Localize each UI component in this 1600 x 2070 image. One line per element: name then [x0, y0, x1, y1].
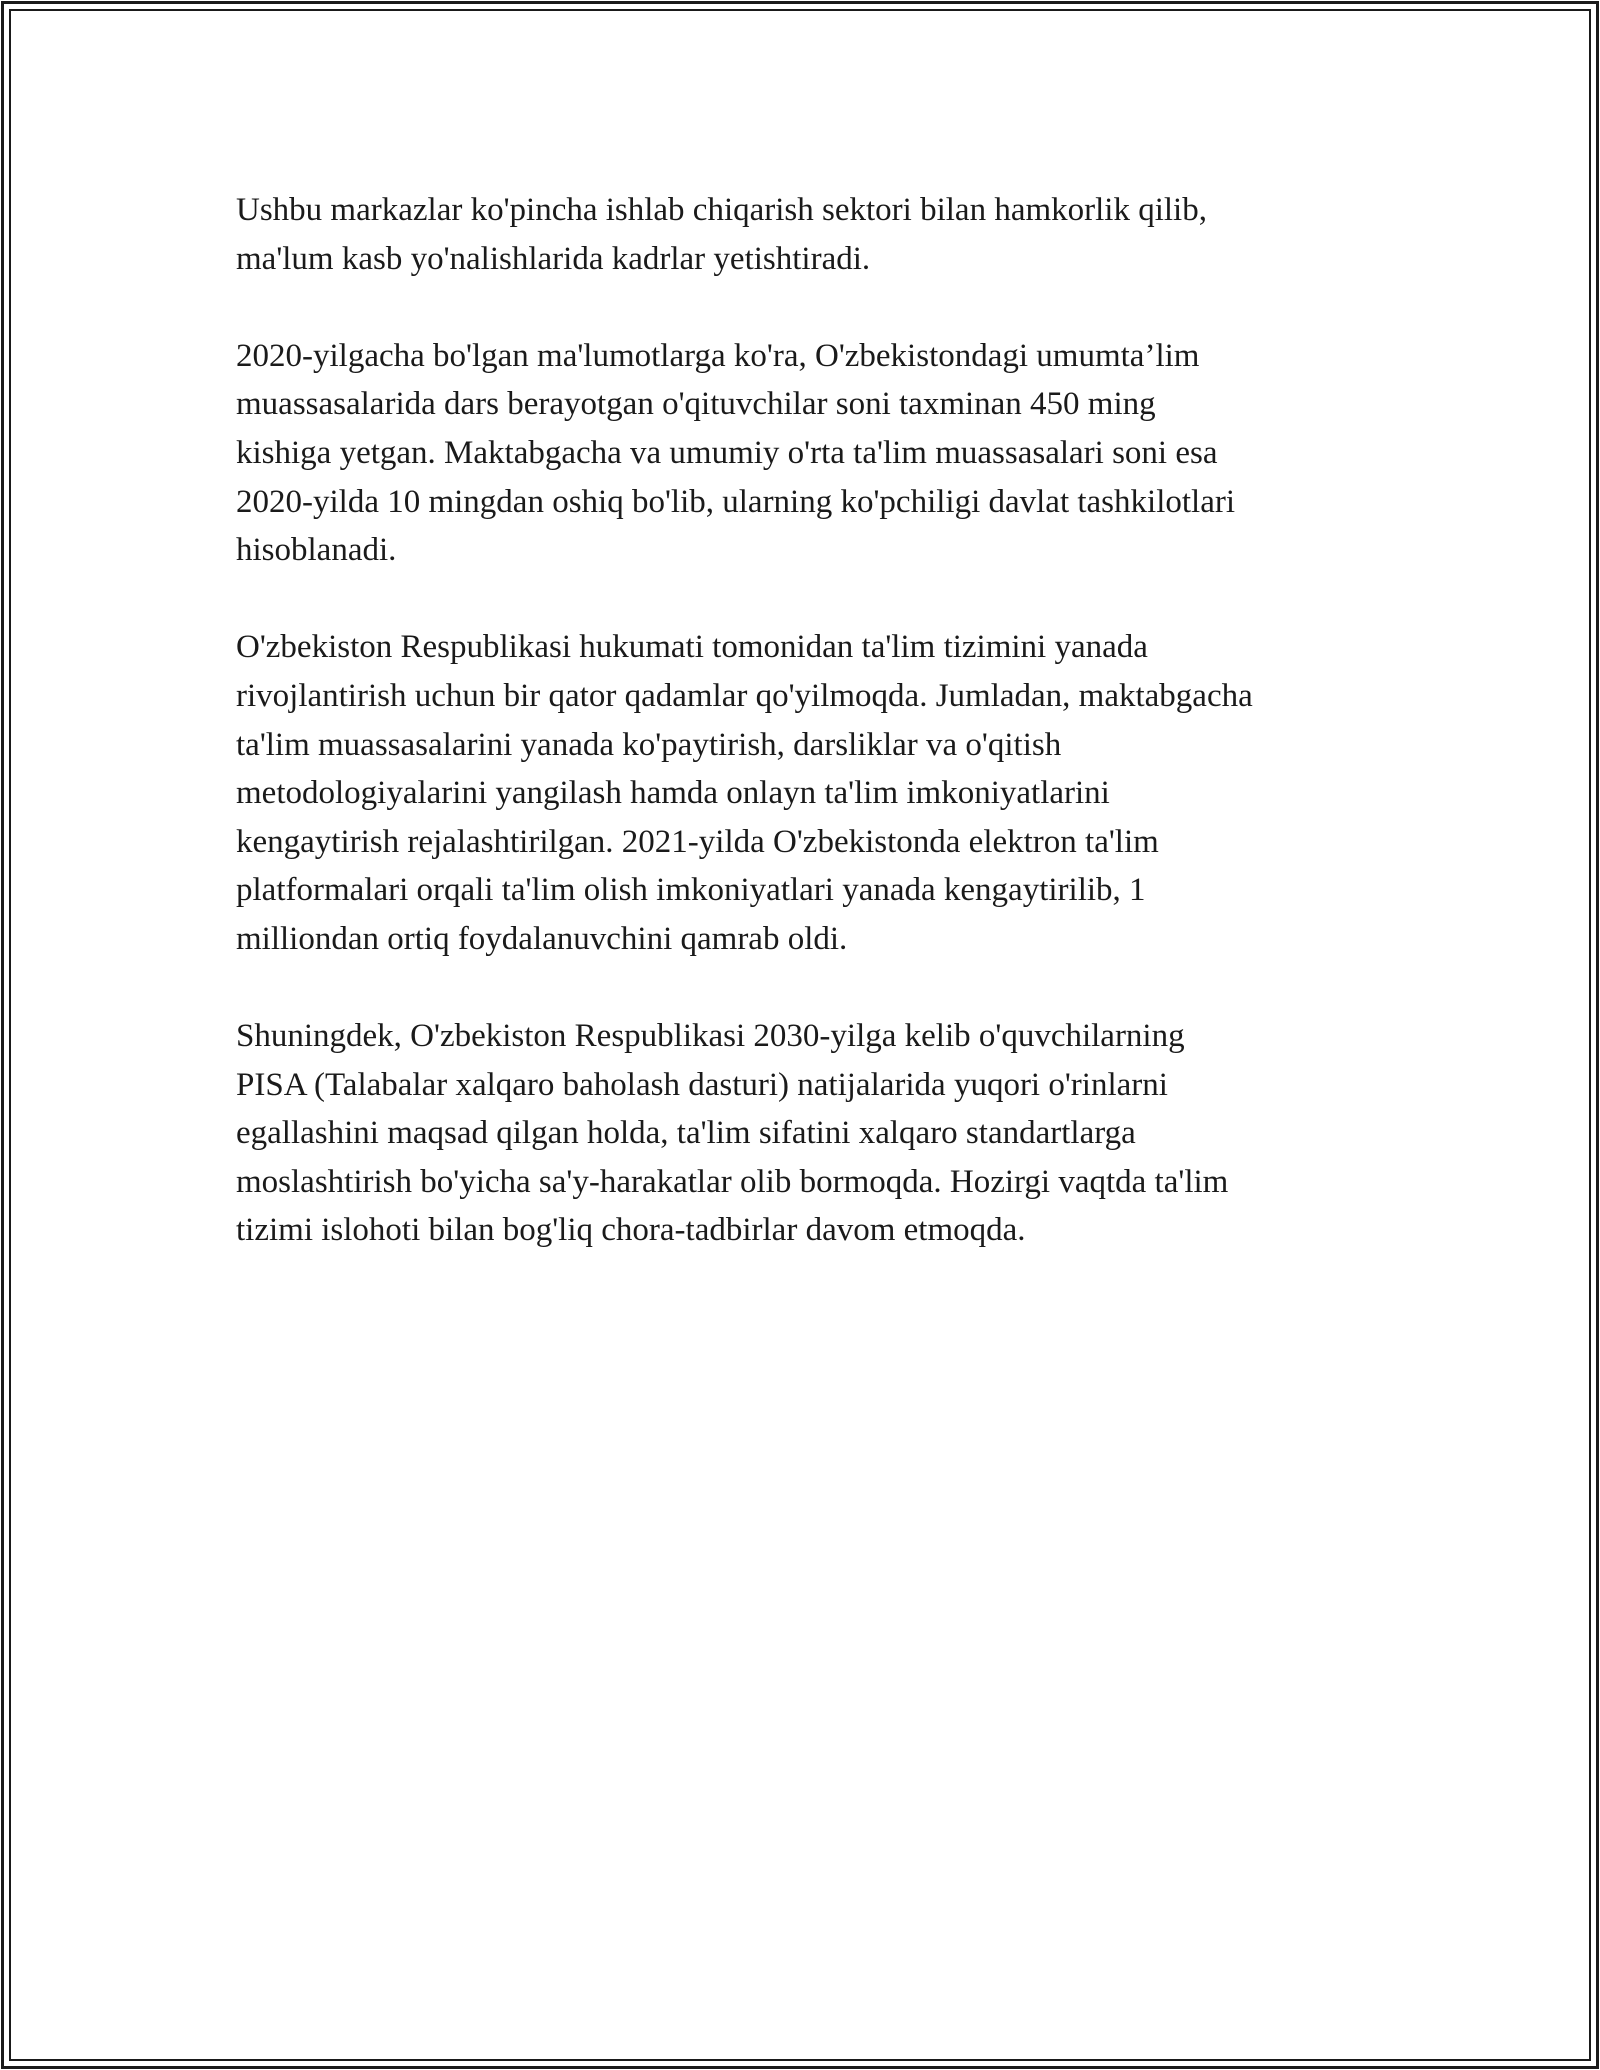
text-line: ma'lum kasb yo'nalishlarida kadrlar yetishtiradi.	[236, 240, 871, 277]
text-line: kishiga yetgan. Maktabgacha va umumiy o'rta ta'lim muassasalari soni esa	[236, 434, 1218, 471]
text-line: egallashini maqsad qilgan holda, ta'lim sifatini xalqaro standartlarga	[236, 1115, 1136, 1152]
text-line: O'zbekiston Respublikasi hukumati tomonidan ta'lim tizimini yanada	[236, 629, 1148, 666]
text-line: hisoblanadi.	[236, 532, 397, 569]
text-line: PISA (Talabalar xalqaro baholash dasturi) natijalarida yuqori o'rinlarni	[236, 1066, 1168, 1103]
text-line: metodologiyalarini yangilash hamda onlayn ta'lim imkoniyatlarini	[236, 775, 1110, 812]
paragraph-4	[236, 1012, 1396, 1255]
paragraph-1	[236, 186, 1396, 283]
paragraph-2	[236, 332, 1396, 575]
text-line: ta'lim muassasalarini yanada ko'paytirish, darsliklar va o'qitish	[236, 726, 1062, 763]
document-body	[236, 186, 1396, 1304]
text-line: moslashtirish bo'yicha sa'y-harakatlar olib bormoqda. Hozirgi vaqtda ta'lim	[236, 1163, 1229, 1200]
text-line: milliondan ortiq foydalanuvchini qamrab oldi.	[236, 920, 848, 957]
text-line: Ushbu markazlar ko'pincha ishlab chiqarish sektori bilan hamkorlik qilib,	[236, 192, 1207, 228]
text-line: platformalari orqali ta'lim olish imkoniyatlari yanada kengaytirilib, 1	[236, 872, 1146, 909]
text-line: 2020-yilgacha bo'lgan ma'lumotlarga ko'ra, O'zbekistondagi umumta’lim	[236, 337, 1200, 374]
text-line: kengaytirish rejalashtirilgan. 2021-yilda O'zbekistonda elektron ta'lim	[236, 823, 1159, 860]
paragraph-3	[236, 623, 1396, 963]
text-line: Shuningdek, O'zbekiston Respublikasi 2030-yilga kelib o'quvchilarning	[236, 1018, 1185, 1055]
text-line: rivojlantirish uchun bir qator qadamlar qo'yilmoqda. Jumladan, maktabgacha	[236, 677, 1253, 714]
text-line: 2020-yilda 10 mingdan oshiq bo'lib, ularning ko'pchiligi davlat tashkilotlari	[236, 483, 1236, 520]
text-line: tizimi islohoti bilan bog'liq chora-tadbirlar davom etmoqda.	[236, 1212, 1026, 1249]
text-line: muassasalarida dars berayotgan o'qituvchilar soni taxminan 450 ming	[236, 386, 1156, 423]
